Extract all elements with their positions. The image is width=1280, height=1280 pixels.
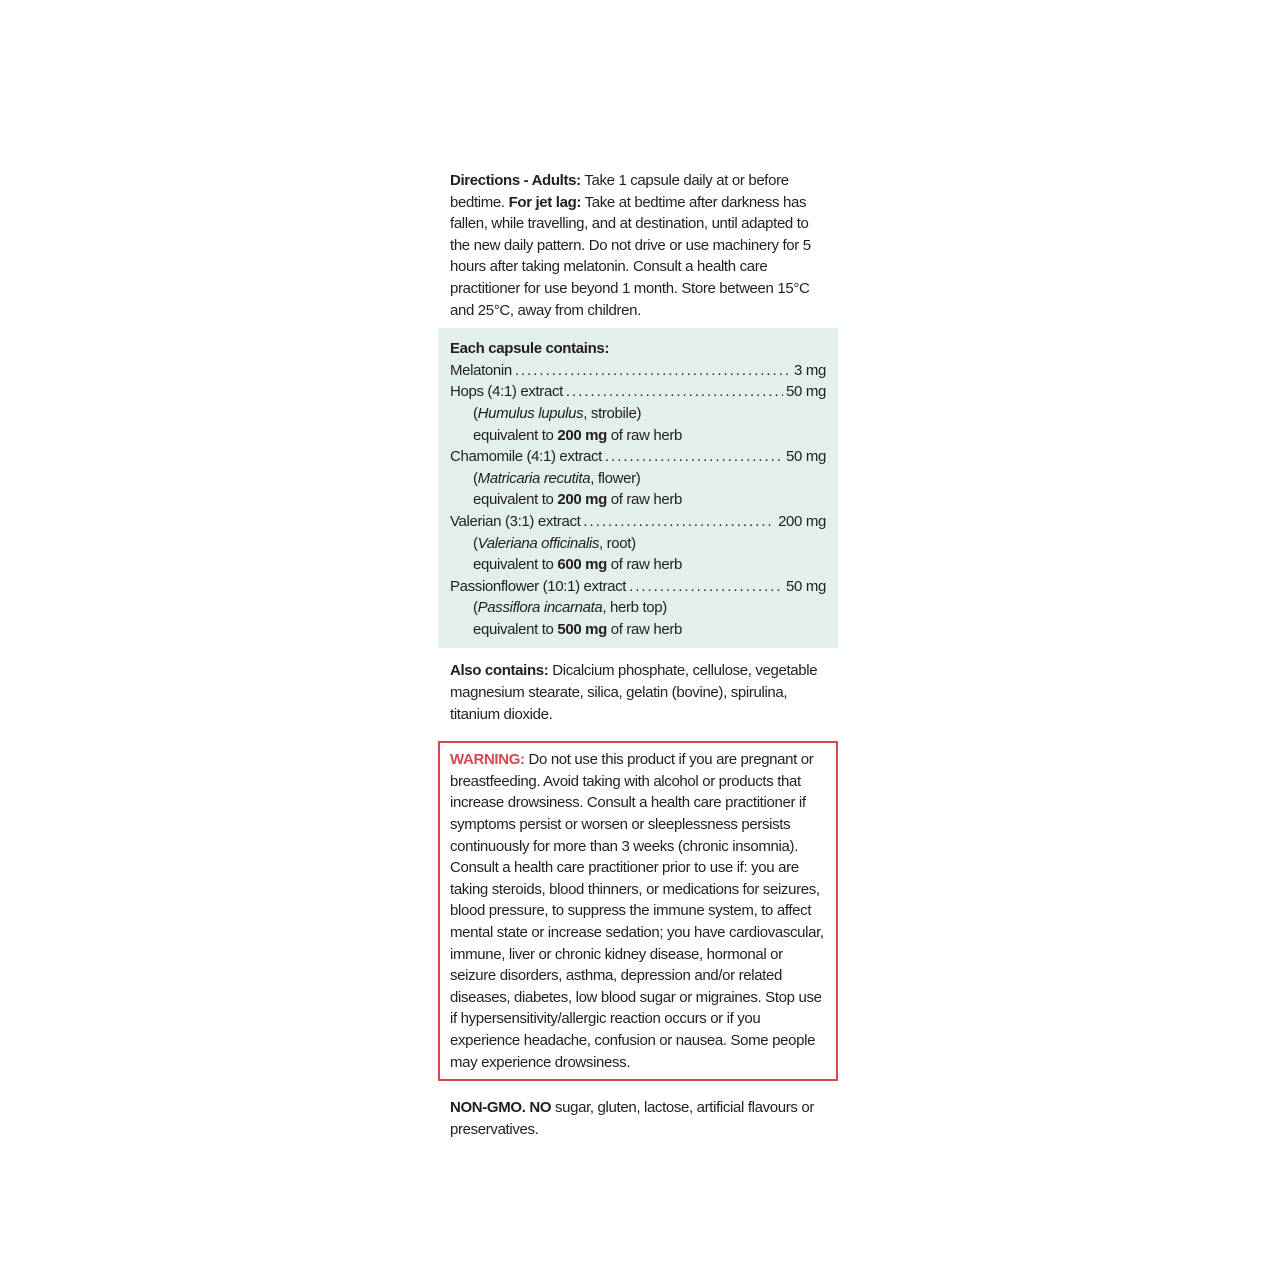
equiv-suffix: of raw herb xyxy=(606,491,682,509)
ingredients-panel xyxy=(438,328,838,648)
also-contains-section xyxy=(438,660,838,725)
warning-label: WARNING: xyxy=(450,751,525,769)
warning-box xyxy=(438,741,838,1081)
directions-jetlag-label: For jet lag: xyxy=(508,193,582,211)
ingredient-name: Chamomile (4:1) extract xyxy=(450,448,602,466)
paren: ( xyxy=(473,599,478,617)
equiv-amount: 200 mg xyxy=(557,426,607,444)
plant-part: , strobile) xyxy=(583,404,642,422)
directions-adults-label: Directions - Adults: xyxy=(450,172,581,189)
latin-name: Passiflora incarnata xyxy=(477,599,603,617)
ingredient-amount: 3 mg xyxy=(794,361,826,379)
plant-part: , root) xyxy=(599,534,636,552)
ingredient-amount: 50 mg xyxy=(786,577,826,595)
ingredient-name: Passionflower (10:1) extract xyxy=(450,577,627,595)
ingredient-equivalent xyxy=(450,554,826,576)
ingredient-amount: 200 mg xyxy=(778,512,826,530)
paren: ( xyxy=(473,404,478,422)
equiv-amount: 200 mg xyxy=(557,491,607,509)
product-label xyxy=(438,170,838,1140)
also-contains-text: Dicalcium phosphate, cellulose, vegetable magnesium stearate, silica, gelatin (bovine), spirulina, titanium dioxide. xyxy=(450,662,818,723)
ingredient-row xyxy=(450,576,826,598)
latin-name: Valeriana officinalis xyxy=(477,534,599,552)
paren: ( xyxy=(473,534,478,552)
ingredient-amount: 50 mg xyxy=(786,383,826,401)
dot-leader xyxy=(605,446,783,468)
directions-adults-text: Take 1 capsule daily at or before bedtime. xyxy=(450,172,789,211)
dot-leader xyxy=(515,360,791,382)
ingredients-heading xyxy=(450,338,826,360)
ingredient-row xyxy=(450,381,826,403)
equiv-suffix: of raw herb xyxy=(606,426,682,444)
latin-name: Humulus lupulus xyxy=(477,404,584,422)
dot-leader xyxy=(629,576,783,598)
plant-part: , flower) xyxy=(590,469,641,487)
ingredient-source xyxy=(450,597,826,619)
ingredient-source xyxy=(450,533,826,555)
equiv-amount: 600 mg xyxy=(557,556,607,574)
ingredient-name: Valerian (3:1) extract xyxy=(450,512,581,530)
ingredient-equivalent xyxy=(450,425,826,447)
plant-part: , herb top) xyxy=(602,599,667,617)
latin-name: Matricaria recutita xyxy=(477,469,591,487)
ingredient-equivalent xyxy=(450,619,826,641)
equiv-prefix: equivalent to xyxy=(473,620,558,638)
ingredients-heading-text: Each capsule contains: xyxy=(450,340,610,358)
ingredient-amount: 50 mg xyxy=(786,448,826,466)
directions-section xyxy=(438,170,838,321)
ingredient-row xyxy=(450,360,826,382)
equiv-prefix: equivalent to xyxy=(473,491,558,509)
dot-leader xyxy=(583,511,775,533)
ingredient-source xyxy=(450,468,826,490)
dot-leader xyxy=(566,381,783,403)
equiv-suffix: of raw herb xyxy=(606,556,682,574)
directions-jetlag-text: Take at bedtime after darkness has fallen, while travelling, and at destination, until adapted to the new daily pattern. Do not drive or use machinery for 5 hours after taking melatonin. Consult a health care practitioner for use beyond 1 month. Store between 15°C and 25°C, away from children. xyxy=(450,193,811,319)
non-gmo-section xyxy=(438,1097,838,1140)
ingredient-source xyxy=(450,403,826,425)
ingredient-equivalent xyxy=(450,489,826,511)
paren: ( xyxy=(473,469,478,487)
equiv-prefix: equivalent to xyxy=(473,426,558,444)
equiv-prefix: equivalent to xyxy=(473,556,558,574)
ingredient-row xyxy=(450,511,826,533)
equiv-amount: 500 mg xyxy=(557,620,607,638)
non-gmo-text: sugar, gluten, lactose, artificial flavours or preservatives. xyxy=(450,1099,815,1138)
also-contains-label: Also contains: xyxy=(450,662,549,680)
ingredient-name: Melatonin xyxy=(450,361,512,379)
equiv-suffix: of raw herb xyxy=(606,620,682,638)
ingredient-row xyxy=(450,446,826,468)
non-gmo-label: NON-GMO. NO xyxy=(450,1099,552,1117)
warning-text: Do not use this product if you are pregnant or breastfeeding. Avoid taking with alcohol or products that increase drowsiness. Consult a health care practitioner if symptoms persist or worsen or sleeplessness persists continuously for more than 3 weeks (chronic insomnia). Consult a health care practitioner prior to use if: you are taking steroids, blood thinners, or medications for seizures, blood pressure, to suppress the immune system, to affect mental state or increase sedation; you have cardiovascular, immune, liver or chronic kidney disease, hormonal or seizure disorders, asthma, depression and/or related diseases, diabetes, low blood sugar or migraines. Stop use if hypersensitivity/allergic reaction occurs or if you experience headache, confusion or nausea. Some people may experience drowsiness. xyxy=(450,751,824,1071)
ingredient-name: Hops (4:1) extract xyxy=(450,383,563,401)
